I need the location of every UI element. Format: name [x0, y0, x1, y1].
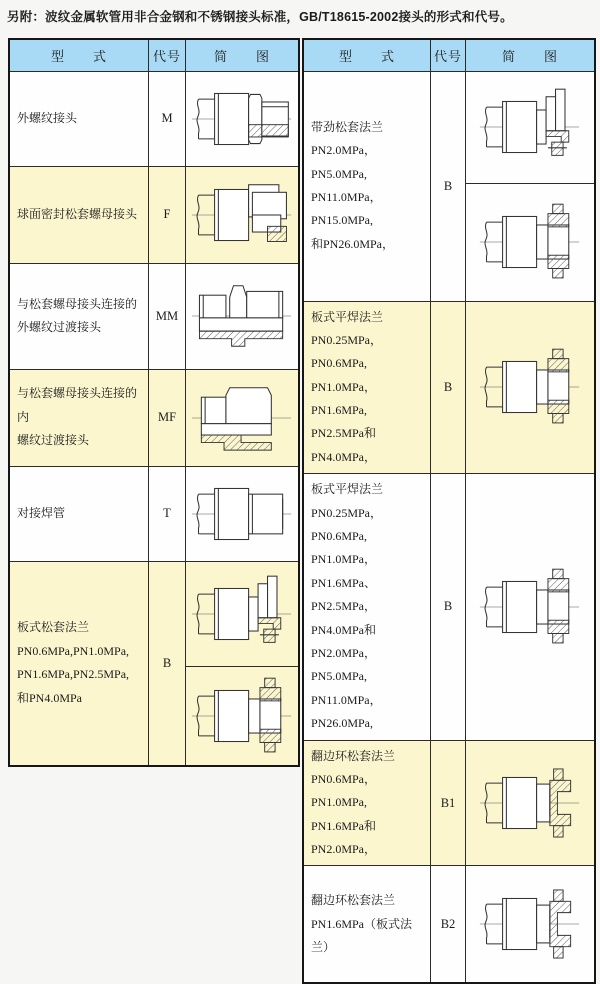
type-line: PN11.0MPa，PN15.0MPa, [311, 190, 382, 228]
table-row [9, 369, 299, 466]
type-line: 翻边环松套法兰 [311, 748, 396, 763]
diagram-male-male-adapter [190, 274, 294, 358]
type-line: 板式平焊法兰 [311, 482, 384, 497]
connector-code-cell: B2 [431, 866, 466, 983]
diagram-flat-weld-flange-section [478, 345, 582, 429]
connector-code-cell: M [149, 71, 186, 166]
connector-code-cell: B [431, 301, 466, 474]
column-header-diagram: 简 图 [186, 39, 300, 71]
diagram-butt-weld-pipe [190, 472, 294, 556]
type-line: 翻边环松套法兰 [311, 893, 396, 908]
type-line: 板式松套法兰 [17, 620, 90, 635]
diagram-cell [186, 166, 300, 263]
diagram-spherical-seal-loose-nut-joint [190, 173, 294, 257]
diagram-cell [186, 369, 300, 466]
diagram-cell [186, 561, 300, 666]
type-line: PN1.0MPa，PN1.6MPa, [311, 379, 377, 418]
connector-type-cell [9, 561, 149, 766]
column-header-diagram: 简 图 [466, 39, 596, 71]
type-line: 与松套螺母接头连接的 [17, 296, 138, 311]
diagram-cell [466, 474, 596, 740]
connector-code-cell: B1 [431, 740, 466, 866]
diagram-cell [466, 740, 596, 866]
type-line: PN2.5MPa，PN4.0MPa和 [311, 599, 377, 637]
connector-code-cell: F [149, 166, 186, 263]
type-line: 和PN26.0MPa， [311, 236, 395, 251]
type-line: PN0.25MPa，PN0.6MPa, [311, 505, 383, 544]
type-line: PN1.6MPa和PN2.0MPa， [311, 818, 377, 857]
connector-code-cell: T [149, 466, 186, 561]
connector-table-left [8, 38, 300, 767]
diagram-flat-weld-flange-section [478, 565, 582, 649]
diagram-plate-loose-flange-section-b [190, 674, 294, 758]
connector-type-cell [303, 71, 431, 301]
type-line: PN2.5MPa和PN4.0MPa， [311, 426, 377, 464]
diagram-cell [466, 183, 596, 301]
table-row [303, 866, 595, 983]
connector-code-cell: MF [149, 369, 186, 466]
column-header-code: 代号 [149, 39, 186, 71]
connector-type-cell [303, 740, 431, 866]
type-line: 螺纹过渡接头 [17, 433, 90, 448]
diagram-flanged-ring-loose-flange-section [478, 761, 582, 845]
diagram-neck-loose-flange-section-b [478, 200, 582, 284]
type-line: PN0.6MPa，PN1.0MPa, [311, 771, 377, 810]
type-line: 外螺纹接头 [17, 110, 78, 125]
connector-type-cell [9, 71, 149, 166]
diagram-cell [466, 71, 596, 183]
connector-code-cell: B [431, 474, 466, 740]
table-row [9, 466, 299, 561]
type-line: PN11.0MPa，PN26.0MPa, [311, 692, 382, 731]
diagram-cell [466, 866, 596, 983]
type-line: PN1.0MPa，PN1.6MPa、 [311, 552, 377, 590]
connector-type-cell [9, 263, 149, 369]
table-row [9, 71, 299, 166]
diagram-flanged-ring-plate-flange-section [478, 882, 582, 966]
connector-type-cell [303, 301, 431, 474]
type-line: 对接焊管 [17, 505, 66, 520]
header-row [303, 39, 595, 71]
connector-code-cell: B [431, 71, 466, 301]
connector-code-cell: B [149, 561, 186, 766]
column-header-code: 代号 [431, 39, 466, 71]
table-row [9, 561, 299, 666]
table-row [9, 166, 299, 263]
type-line: PN1.6MPa,PN2.5MPa, [17, 667, 130, 682]
type-line: 与松套螺母接头连接的内 [17, 386, 138, 424]
column-header-type: 型 式 [303, 39, 431, 71]
type-line: PN0.25MPa，PN0.6MPa, [311, 332, 383, 371]
header-row [9, 39, 299, 71]
diagram-plate-loose-flange-section-a [190, 572, 294, 656]
diagram-cell [186, 466, 300, 561]
table-row [303, 71, 595, 183]
type-line: PN0.6MPa,PN1.0MPa, [17, 643, 130, 658]
diagram-male-threaded-joint [190, 77, 294, 161]
type-line: 球面密封松套螺母接头 [17, 206, 138, 221]
type-line: PN1.6MPa（板式法兰） [311, 916, 413, 954]
type-line: 外螺纹过渡接头 [17, 320, 102, 334]
table-row [303, 740, 595, 866]
connector-type-cell [303, 866, 431, 983]
diagram-cell [186, 71, 300, 166]
diagram-cell [186, 666, 300, 766]
diagram-cell [186, 263, 300, 369]
diagram-neck-loose-flange-section-a [478, 85, 582, 169]
diagram-cell [466, 301, 596, 474]
table-row [303, 474, 595, 740]
connector-code-cell: MM [149, 263, 186, 369]
connector-type-cell [9, 369, 149, 466]
type-line: 板式平焊法兰 [311, 309, 384, 324]
table-row [303, 301, 595, 474]
type-line: 带劲松套法兰 [311, 119, 384, 134]
type-line: PN2.0MPa，PN5.0MPa, [311, 143, 377, 181]
table-row [9, 263, 299, 369]
connector-table-right [302, 38, 596, 984]
connector-type-cell [9, 166, 149, 263]
type-line: PN2.0MPa，PN5.0MPa, [311, 645, 377, 684]
document-note: 另附：波纹金属软管用非合金钢和不锈钢接头标准，GB/T18615-2002接头的形式和代号。 [7, 10, 513, 24]
connector-type-cell [303, 474, 431, 740]
column-header-type: 型 式 [9, 39, 149, 71]
connector-type-cell [9, 466, 149, 561]
diagram-male-female-adapter [190, 376, 294, 460]
type-line: 和PN4.0MPa [17, 690, 83, 705]
